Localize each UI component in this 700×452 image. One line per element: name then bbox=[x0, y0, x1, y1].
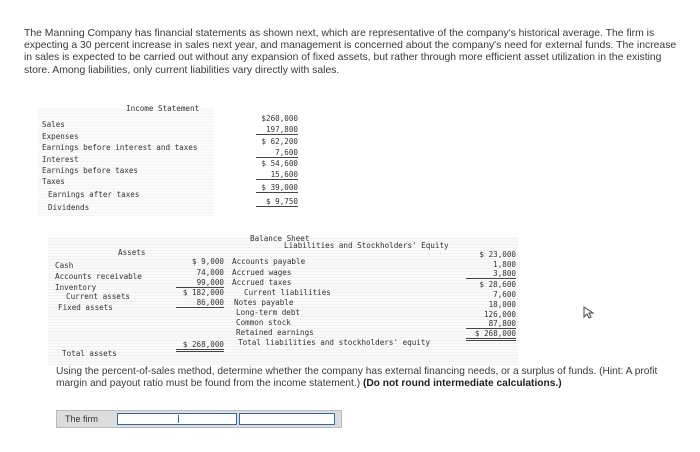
asset-value-total: $ 268,000 bbox=[176, 340, 224, 352]
is-label-eat: Earnings after taxes bbox=[48, 190, 140, 199]
liab-label-accrued-wages: Accrued wages bbox=[232, 268, 292, 277]
answer-label: The firm bbox=[65, 414, 99, 424]
answer-row bbox=[56, 410, 342, 428]
liab-value-current: $ 28,600 bbox=[479, 280, 516, 289]
liab-value-accrued-taxes: 3,800 bbox=[466, 269, 516, 279]
liab-value-retained-earnings: 87,800 bbox=[466, 319, 516, 329]
liab-value-total: $ 268,000 bbox=[466, 329, 516, 341]
is-label-expenses: Expenses bbox=[42, 132, 79, 141]
assets-header: Assets bbox=[118, 248, 146, 257]
select-caret-icon bbox=[178, 415, 179, 423]
liab-label-notes-payable: Notes payable bbox=[234, 298, 294, 307]
is-value-taxes: 15,600 bbox=[256, 170, 298, 180]
is-label-ebit: Earnings before interest and taxes bbox=[42, 143, 198, 152]
is-value-eat: $ 39,000 bbox=[256, 183, 298, 193]
firm-needs-select[interactable] bbox=[117, 413, 237, 425]
asset-value-inventory: 99,000 bbox=[176, 278, 224, 288]
question-bold-note: (Do not round intermediate calculations.) bbox=[362, 378, 562, 390]
is-label-dividends: Dividends bbox=[48, 203, 90, 212]
liab-value-accounts-payable: $ 23,000 bbox=[479, 250, 516, 259]
liab-value-long-term-debt: 18,000 bbox=[488, 300, 516, 309]
is-value-expenses: 197,800 bbox=[256, 125, 298, 135]
asset-value-fixed: 86,000 bbox=[176, 298, 224, 308]
balance-sheet-title: Balance Sheet bbox=[250, 234, 310, 243]
income-statement-title: Income Statement bbox=[126, 104, 200, 113]
question-body: Using the percent-of-sales method, determine whether the company has external financing needs, or a surplus of funds. (Hint: A profit margin and payout ratio must be found from the income statement.) bbox=[56, 366, 658, 390]
liab-value-notes-payable: 7,600 bbox=[493, 290, 516, 299]
asset-value-current: $ 182,000 bbox=[182, 288, 224, 297]
is-value-interest: 7,600 bbox=[256, 148, 298, 158]
liab-label-total: Total liabilities and stockholders' equity bbox=[238, 338, 431, 347]
is-label-sales: Sales bbox=[42, 120, 65, 129]
liab-label-common-stock: Common stock bbox=[236, 318, 291, 327]
liab-value-accrued-wages: 1,800 bbox=[493, 260, 516, 269]
is-label-interest: Interest bbox=[42, 155, 79, 164]
is-label-ebt: Earnings before taxes bbox=[42, 166, 139, 175]
asset-label-receivables: Accounts receivable bbox=[55, 272, 142, 281]
asset-label-inventory: Inventory bbox=[55, 283, 97, 292]
liabilities-header: Liabilities and Stockholders' Equity bbox=[284, 241, 449, 250]
is-label-taxes: Taxes bbox=[42, 177, 65, 186]
liab-label-current: Current liabilities bbox=[244, 288, 331, 297]
asset-label-fixed: Fixed assets bbox=[58, 303, 113, 312]
liab-label-accrued-taxes: Accrued taxes bbox=[232, 278, 292, 287]
asset-label-cash: Cash bbox=[55, 261, 74, 270]
mouse-cursor-icon bbox=[581, 305, 595, 319]
is-value-dividends: $ 9,750 bbox=[256, 197, 298, 207]
is-value-ebit: $ 62,200 bbox=[261, 137, 298, 146]
is-value-ebt: $ 54,600 bbox=[261, 159, 298, 168]
amount-input[interactable] bbox=[239, 413, 335, 425]
asset-label-total: Total assets bbox=[62, 349, 117, 358]
income-statement bbox=[38, 102, 308, 218]
liab-label-accounts-payable: Accounts payable bbox=[232, 257, 306, 266]
is-value-sales: $260,000 bbox=[261, 114, 298, 123]
liab-label-retained-earnings: Retained earnings bbox=[236, 328, 314, 337]
liab-value-common-stock: 126,000 bbox=[483, 310, 516, 319]
liab-label-long-term-debt: Long-term debt bbox=[236, 308, 301, 317]
asset-value-cash: $ 9,000 bbox=[191, 257, 224, 266]
question-text bbox=[56, 366, 686, 390]
asset-label-current: Current assets bbox=[66, 292, 131, 301]
asset-value-receivables: 74,000 bbox=[196, 268, 224, 277]
problem-intro: The Manning Company has financial statements as shown next, which are representative of the company's historical average. The firm is expecting a 30 percent increase in sales next year, and management is concerned about the company's need for external funds. The increase in sales is expected to be carried out without any expansion of fixed assets, but rather through more efficient asset utilization in the existing store. Among liabilities, only current liabilities vary directly with sales. bbox=[24, 28, 677, 76]
